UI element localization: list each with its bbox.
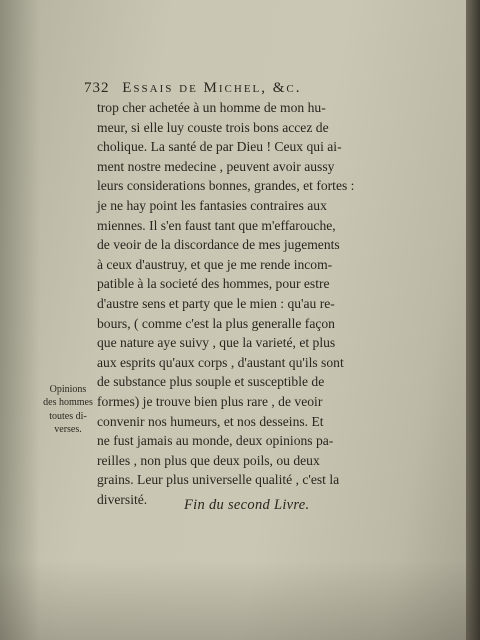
text-line: ment nostre medecine , peuvent avoir aussy bbox=[97, 158, 335, 174]
text-line: je ne hay point les fantasies contraires aux bbox=[97, 197, 327, 213]
text-line: grains. Leur plus universelle qualité , c'est la bbox=[97, 472, 340, 488]
text-line: diversité. bbox=[97, 491, 148, 507]
text-line: bours, ( comme c'est la plus generalle façon bbox=[97, 315, 335, 331]
text-line: aux esprits qu'aux corps , d'austant qu'ils sont bbox=[97, 354, 344, 370]
page-number: 732 bbox=[84, 80, 110, 96]
text-line: formes) je trouve bien plus rare , de veoir bbox=[97, 393, 323, 409]
text-line: trop cher achetée à un homme de mon hu- bbox=[97, 100, 326, 115]
gutter-shadow bbox=[0, 0, 40, 640]
text-line: patible à la societé des hommes, pour estre bbox=[97, 276, 330, 292]
marginal-note-line: Opinions bbox=[49, 384, 87, 395]
text-line: leurs considerations bonnes, grandes, et fortes : bbox=[97, 178, 355, 194]
text-line: de substance plus souple et susceptible de bbox=[97, 374, 325, 390]
text-line: à ceux d'austruy, et que je me rende incom- bbox=[97, 256, 333, 272]
running-header bbox=[84, 80, 414, 97]
text-line: d'austre sens et party que le mien : qu'au re- bbox=[97, 295, 335, 311]
text-line: meur, si elle luy couste trois bons accez de bbox=[97, 119, 329, 135]
marginal-note-line: verses. bbox=[54, 424, 82, 436]
text-line: cholique. La santé de par Dieu ! Ceux qui ai- bbox=[97, 139, 342, 155]
text-line: miennes. Il s'en faust tant que m'effarouche, bbox=[97, 217, 336, 233]
marginal-note-line: des hommes bbox=[43, 397, 93, 409]
body-text bbox=[97, 98, 412, 509]
text-line: reilles , non plus que deux poils, ou deux bbox=[97, 452, 320, 468]
text-line: convenir nos humeurs, et nos desseins. Et bbox=[97, 413, 324, 429]
marginal-note bbox=[38, 383, 98, 437]
closing-line: Fin du second Livre. bbox=[184, 497, 310, 513]
running-title: Essais de Michel, &c. bbox=[122, 80, 302, 96]
text-line: ne fust jamais au monde, deux opinions pa- bbox=[97, 433, 334, 449]
text-line: de veoir de la discordance de mes jugements bbox=[97, 237, 340, 253]
page-edge bbox=[466, 0, 480, 640]
text-line: que nature aye suivy , que la varieté, et plus bbox=[97, 335, 336, 351]
marginal-note-line: toutes di- bbox=[49, 410, 87, 422]
bottom-shadow bbox=[0, 560, 480, 640]
